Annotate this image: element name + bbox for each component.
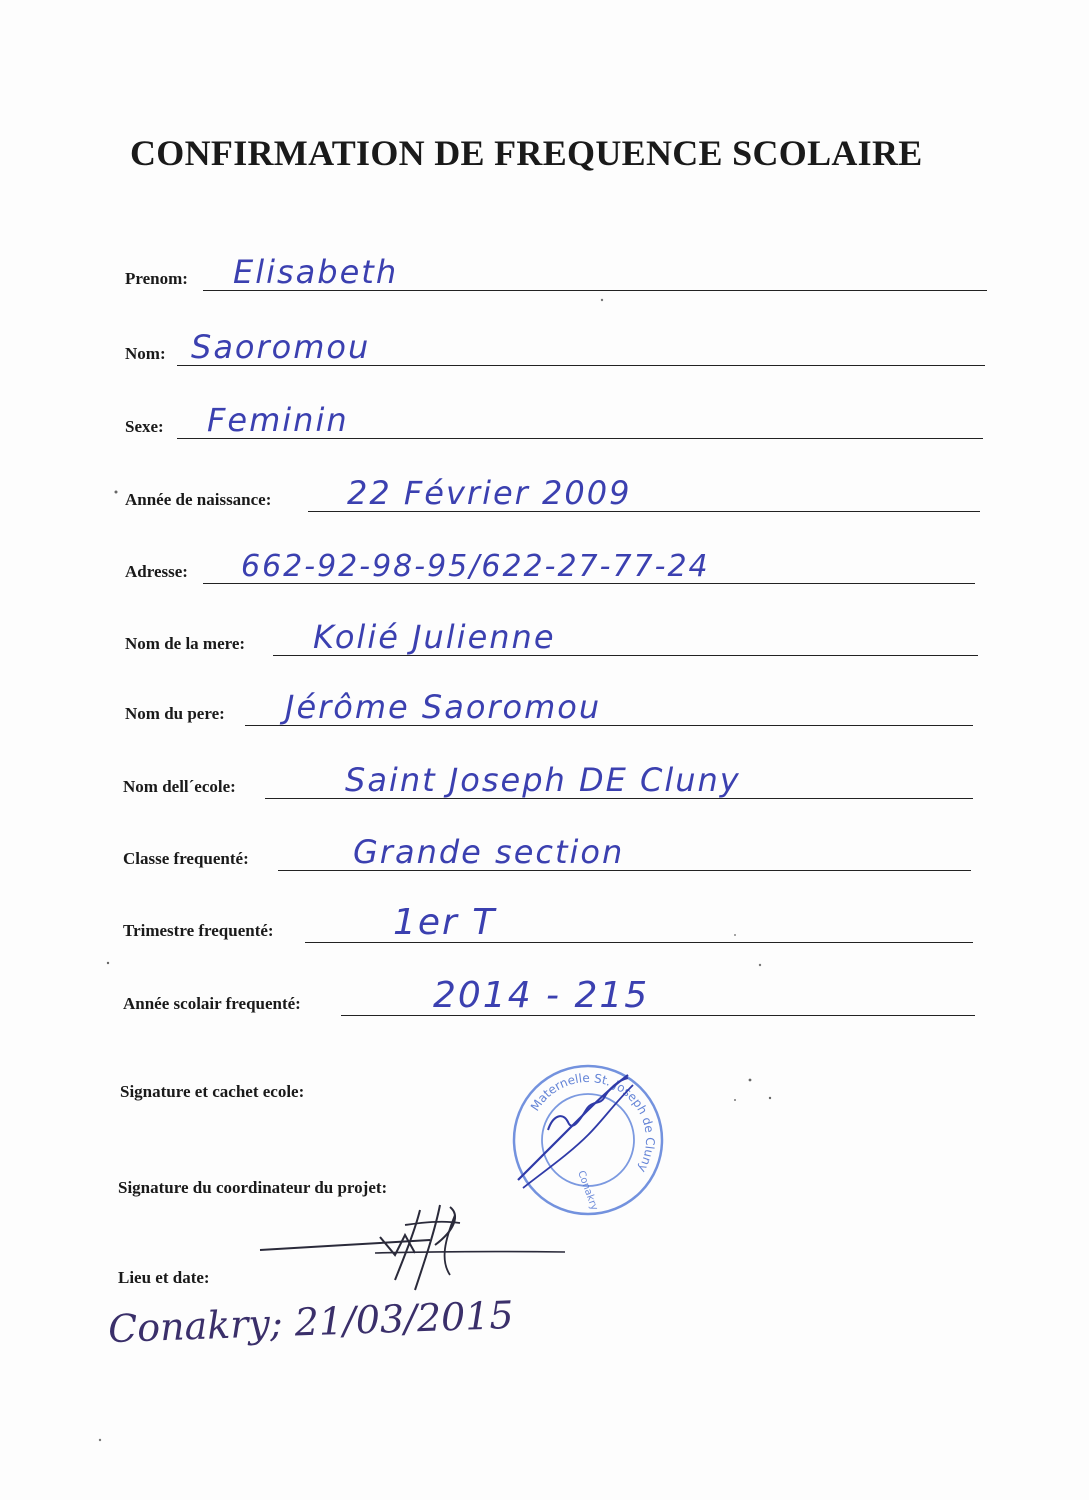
field-value: Kolié Julienne [313,618,556,656]
field-label: Année scolair frequenté: [123,994,301,1013]
field-value: Saoromou [191,328,371,366]
field-nom-ecole [123,763,973,803]
field-label: Prenom: [125,269,188,288]
field-value: Saint Joseph DE Cluny [345,761,741,799]
field-nom [125,330,985,370]
signature-school-label: Signature et cachet ecole: [120,1082,305,1101]
field-value: 662-92-98-95/622-27-77-24 [241,549,710,584]
field-label: Nom: [125,344,166,363]
field-label: Adresse: [125,562,188,581]
field-value: 1er T [393,902,497,943]
field-value: Feminin [207,401,349,439]
svg-text:Conakry: Conakry [575,1169,600,1212]
signature-coordinator-label: Signature du coordinateur du projet: [118,1178,388,1197]
field-label: Trimestre frequenté: [123,921,274,940]
field-nom-mere [125,620,978,660]
field-label: Sexe: [125,417,164,436]
field-trimestre [123,902,973,947]
field-sexe [125,403,983,443]
field-annee-naissance [125,476,980,516]
field-label: Année de naissance: [125,490,272,509]
field-label: Nom de la mere: [125,634,246,653]
field-value: Grande section [353,833,625,871]
field-label: Nom dell´ecole: [123,777,236,796]
field-annee-scolaire [123,975,975,1020]
field-adresse [125,548,975,588]
field-value: 2014 - 215 [433,975,650,1016]
field-value: Jérôme Saoromou [285,688,602,726]
field-nom-pere [125,690,973,730]
field-value: Elisabeth [233,253,399,291]
document-title: CONFIRMATION DE FREQUENCE SCOLAIRE [130,133,923,173]
svg-text:Maternelle St. Joseph de Cluny: Maternelle St. Joseph de Cluny [527,1070,658,1175]
field-label: Classe frequenté: [123,849,249,868]
coordinator-signature [255,1195,575,1295]
field-value: 22 Février 2009 [347,474,632,512]
place-date-label: Lieu et date: [118,1268,210,1287]
field-prenom [125,255,987,295]
field-label: Nom du pere: [125,704,225,723]
place-date-value: Conakry; 21/03/2015 [107,1292,515,1352]
field-classe [123,835,971,875]
